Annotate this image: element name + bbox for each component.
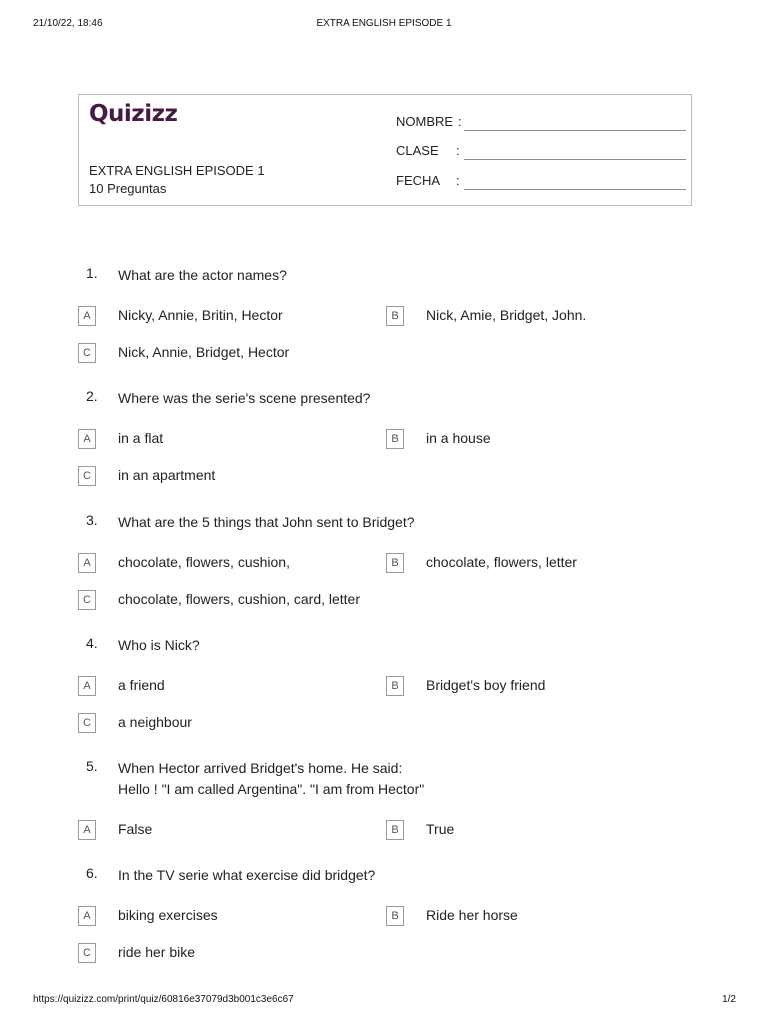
- option-text: ride her bike: [118, 944, 196, 960]
- option-text: False: [118, 821, 153, 837]
- option-text: in an apartment: [118, 467, 216, 483]
- class-field[interactable]: [396, 143, 686, 163]
- option-text: chocolate, flowers, cushion,: [118, 554, 290, 570]
- option-letter-box: A: [78, 429, 96, 449]
- question-text: Where was the serie's scene presented?: [118, 390, 371, 406]
- quiz-header-box: [78, 94, 692, 206]
- name-line[interactable]: [464, 130, 686, 131]
- print-url: https://quizizz.com/print/quiz/60816e37079d3b001c3e6c67: [33, 994, 294, 1005]
- option-letter-box: C: [78, 713, 96, 733]
- question-number: 4.: [86, 635, 98, 651]
- option-letter-box: C: [78, 943, 96, 963]
- option-text: True: [426, 821, 455, 837]
- option-text: chocolate, flowers, cushion, card, letter: [118, 591, 361, 607]
- option-text: a friend: [118, 677, 165, 693]
- option-letter-box: A: [78, 306, 96, 326]
- name-label: NOMBRE: [396, 114, 454, 129]
- option-text: Bridget's boy friend: [426, 677, 546, 693]
- print-title: EXTRA ENGLISH EPISODE 1: [316, 18, 452, 29]
- option-text: in a house: [426, 430, 491, 446]
- option-letter-box: B: [386, 820, 404, 840]
- date-colon: :: [456, 173, 460, 188]
- date-label: FECHA: [396, 173, 441, 188]
- option-letter-box: B: [386, 306, 404, 326]
- option-letter-box: C: [78, 343, 96, 363]
- option-letter-box: A: [78, 906, 96, 926]
- date-line[interactable]: [464, 189, 686, 190]
- question-text-line: Hello ! "I am called Argentina". "I am from Hector": [118, 781, 425, 797]
- option-text: Ride her horse: [426, 907, 518, 923]
- option-text: in a flat: [118, 430, 164, 446]
- class-label: CLASE: [396, 143, 439, 158]
- option-text: Nick, Annie, Bridget, Hector: [118, 344, 290, 360]
- option-letter-box: B: [386, 906, 404, 926]
- question-text: What are the 5 things that John sent to Bridget?: [118, 514, 415, 530]
- class-line[interactable]: [464, 159, 686, 160]
- class-colon: :: [456, 143, 460, 158]
- question-number: 2.: [86, 388, 98, 404]
- option-letter-box: B: [386, 429, 404, 449]
- option-text: chocolate, flowers, letter: [426, 554, 577, 570]
- question-number: 3.: [86, 512, 98, 528]
- question-text: What are the actor names?: [118, 267, 287, 283]
- option-letter-box: C: [78, 466, 96, 486]
- option-text: biking exercises: [118, 907, 218, 923]
- question-number: 1.: [86, 265, 98, 281]
- option-text: a neighbour: [118, 714, 192, 730]
- date-field[interactable]: [396, 173, 686, 193]
- option-text: Nick, Amie, Bridget, John.: [426, 307, 587, 323]
- option-letter-box: A: [78, 553, 96, 573]
- option-letter-box: B: [386, 676, 404, 696]
- question-text-line: When Hector arrived Bridget's home. He said:: [118, 760, 403, 776]
- name-colon: :: [458, 114, 462, 129]
- quiz-title: EXTRA ENGLISH EPISODE 1: [89, 163, 265, 178]
- question-text: [118, 758, 678, 800]
- question-number: 6.: [86, 865, 98, 881]
- page-number: 1/2: [722, 994, 736, 1005]
- question-text: In the TV serie what exercise did bridget?: [118, 867, 376, 883]
- question-number: 5.: [86, 758, 98, 774]
- quizizz-logo: Quizizz: [89, 101, 178, 127]
- option-letter-box: C: [78, 590, 96, 610]
- option-letter-box: B: [386, 553, 404, 573]
- option-text: Nicky, Annie, Britin, Hector: [118, 307, 283, 323]
- option-letter-box: A: [78, 820, 96, 840]
- question-text: Who is Nick?: [118, 637, 200, 653]
- question-count: 10 Preguntas: [89, 181, 167, 196]
- option-letter-box: A: [78, 676, 96, 696]
- name-field[interactable]: [396, 114, 686, 134]
- print-date: 21/10/22, 18:46: [33, 18, 103, 29]
